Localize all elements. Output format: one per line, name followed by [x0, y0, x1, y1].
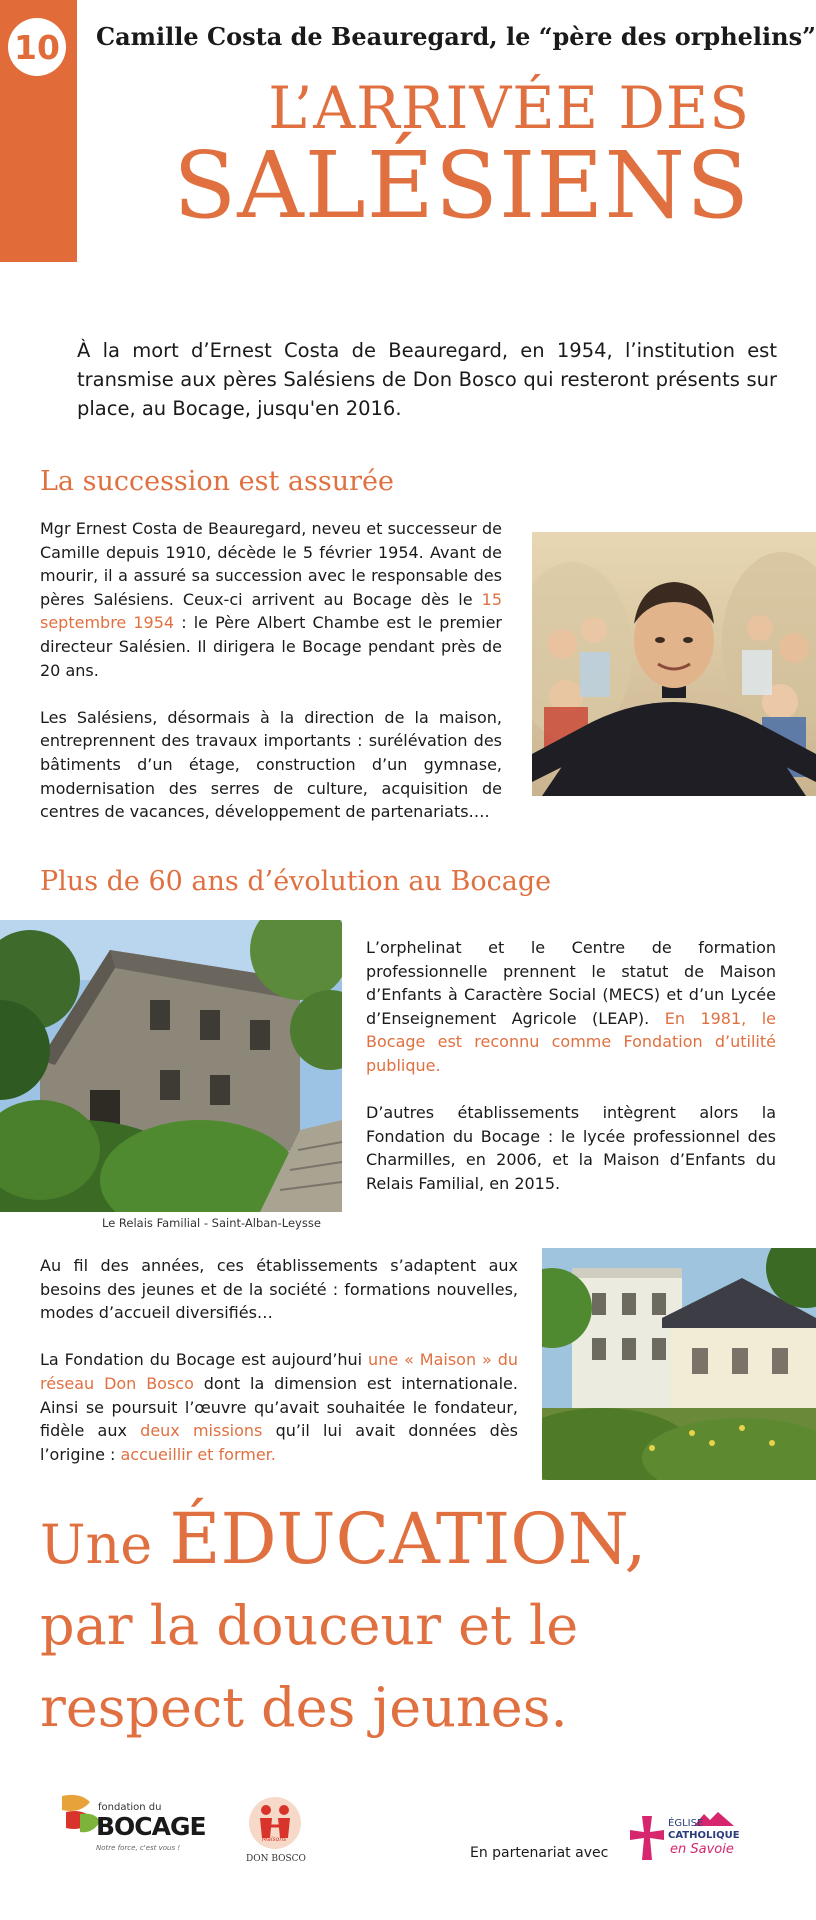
bocage-logo-tagline: Notre force, c'est vous ! [96, 1844, 181, 1852]
supertitle: Camille Costa de Beauregard, le “père des orphelins” [96, 22, 816, 51]
section1-p2-after: : le Père Albert Chambe est le premier directeur Salésien. Il dirigera le Bocage pendant près de 20 ans. [40, 613, 502, 680]
quote-line1 [40, 1498, 647, 1580]
page-title-line1: L’ARRIVÉE DES [268, 74, 750, 142]
section1-date-highlight: 15 septembre 1954 [40, 589, 502, 633]
eglise-cross-icon [630, 1816, 664, 1860]
page-title-line2: SALÉSIENS [173, 132, 750, 239]
quote-line2: par la douceur et le [40, 1594, 579, 1657]
section1-text [40, 517, 502, 824]
panel-number-badge [8, 18, 66, 76]
photo-caption: Le Relais Familial - Saint-Alban-Leysse [102, 1216, 321, 1230]
section1-p2-text: Avant de mourir, il a assuré sa succession avec le responsable des pères Salésiens. Ceux-ci arrivent au Bocage dès le [40, 542, 503, 609]
section3-accueillir-highlight: accueillir et former. [120, 1444, 276, 1464]
bocage-logo-small: fondation du [98, 1802, 162, 1813]
section1-paragraph3: Les Salésiens, désormais à la direction de la maison, entreprennent des travaux importants : surélévation des bâtiments d’un étage, construction d’un gymnase, modernisation des serres de culture, acquisition de centres de vacances, développement de partenariats…. [40, 707, 502, 822]
don-bosco-logo-name: DON BOSCO [246, 1854, 306, 1864]
don-bosco-logo-small: Maisons [262, 1836, 287, 1843]
section3-missions-highlight: deux missions [140, 1421, 263, 1441]
section3-p2-c: dont la dimension est internationale. Ainsi se poursuit l’œuvre qu’avait souhaitée le fondateur, fidèle aux [40, 1373, 518, 1441]
bocage-house-illustration [542, 1248, 816, 1480]
section3-paragraph2 [40, 1348, 518, 1466]
bocage-house-photo [542, 1248, 816, 1480]
bocage-leaf-icon [60, 1792, 100, 1836]
quote-une: Une [40, 1513, 170, 1576]
section1-heading: La succession est assurée [40, 466, 394, 497]
quote-education: ÉDUCATION, [169, 1498, 647, 1580]
section2-heading: Plus de 60 ans d’évolution au Bocage [40, 866, 552, 897]
section3-p2-e: qu’il lui avait données dès l’origine : [40, 1421, 518, 1464]
section2-fondation-highlight: En 1981, le Bocage est reconnu comme Fondation d’utilité publique. [366, 1008, 777, 1075]
eglise-logo-line3: en Savoie [670, 1842, 734, 1857]
eglise-savoie-logo [630, 1812, 770, 1868]
section2-p1-text: L’orphelinat et le Centre de formation professionnelle prennent le statut de Maison d’Enfants à Caractère Social (MECS) et d’un Lycée d’Enseignement Agricole (LEAP). [366, 938, 776, 1028]
panel-number: 10 [14, 27, 60, 67]
section2-text [366, 936, 776, 1196]
eglise-logo-line1: ÉGLISE [668, 1818, 704, 1829]
section1-paragraph1 [40, 517, 502, 682]
don-bosco-painting-illustration [532, 532, 816, 796]
section3-p2-a: La Fondation du Bocage est aujourd’hui [40, 1350, 369, 1370]
partnership-label: En partenariat avec [470, 1845, 609, 1861]
eglise-logo-line2: CATHOLIQUE [668, 1830, 740, 1841]
relais-familial-illustration [0, 920, 342, 1212]
section2-paragraph2: D’autres établissements intègrent alors la Fondation du Bocage : le lycée professionnel des Charmilles, en 2006, et la Maison d’Enfants du Relais Familial, en 2015. [366, 1103, 776, 1193]
relais-familial-photo [0, 920, 342, 1212]
maisons-don-bosco-logo [242, 1796, 312, 1876]
don-bosco-painting [532, 532, 816, 796]
section3-paragraph1: Au fil des années, ces établissements s’adaptent aux besoins des jeunes et de la société : formations nouvelles, modes d’accueil diversifiés… [40, 1256, 518, 1323]
section1-p1-text: Mgr Ernest Costa de Beauregard, neveu et successeur de Camille depuis 1910, décède le 5 février 1954. [40, 519, 502, 562]
section2-paragraph1 [366, 936, 776, 1078]
fondation-bocage-logo [60, 1790, 210, 1870]
section3-maison-highlight: une « Maison » du réseau Don Bosco [40, 1350, 518, 1393]
bocage-logo-name: BOCAGE [96, 1812, 206, 1841]
section3-text [40, 1254, 518, 1466]
intro-paragraph: À la mort d’Ernest Costa de Beauregard, en 1954, l’institution est transmise aux pères Salésiens de Don Bosco qui resteront présents sur place, au Bocage, jusqu'en 2016. [77, 339, 777, 420]
quote-line3: respect des jeunes. [40, 1676, 568, 1739]
